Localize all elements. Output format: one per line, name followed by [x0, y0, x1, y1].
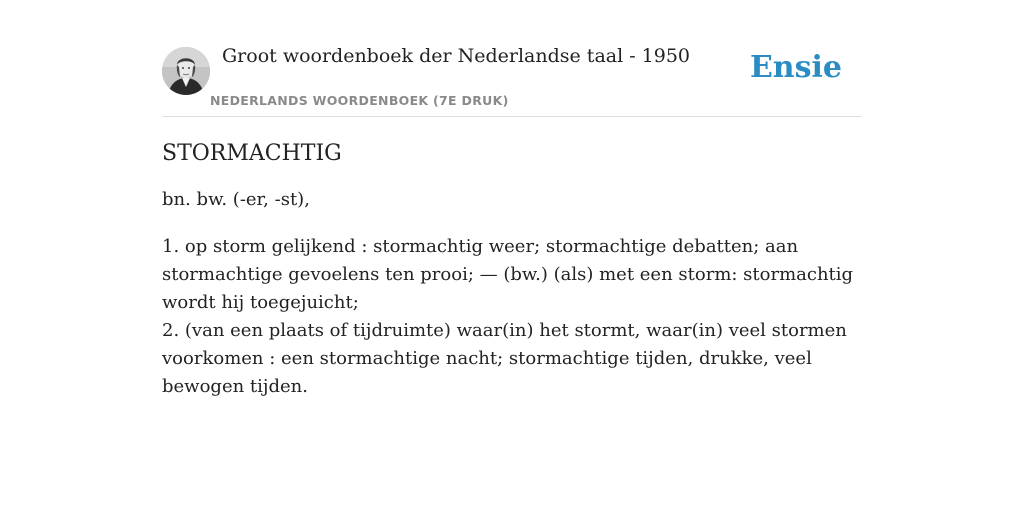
portrait-photo-icon	[162, 47, 210, 95]
dictionary-entry	[162, 136, 862, 401]
entry-headword: STORMACHTIG	[162, 141, 342, 166]
definition-item: 1. op storm gelijkend : stormachtig weer; stormachtige debatten; aan stormachtige gevoelens ten prooi; — (bw.) (als) met een storm: stormachtig wordt hij toegejuicht;	[162, 236, 854, 313]
entry-definitions	[162, 233, 862, 401]
source-subtitle: NEDERLANDS WOORDENBOEK (7E DRUK)	[210, 93, 509, 108]
brand-logo-link[interactable]: Ensie	[749, 50, 842, 85]
entry-grammar: bn. bw. (-er, -st),	[162, 189, 310, 210]
source-title[interactable]: Groot woordenboek der Nederlandse taal - 1950	[222, 45, 691, 67]
source-header	[162, 0, 862, 117]
definition-item: 2. (van een plaats of tijdruimte) waar(in) het stormt, waar(in) veel stormen voorkomen : een stormachtige nacht; stormachtige tijden, drukke, veel bewogen tijden.	[162, 320, 847, 397]
source-avatar[interactable]	[162, 47, 210, 95]
